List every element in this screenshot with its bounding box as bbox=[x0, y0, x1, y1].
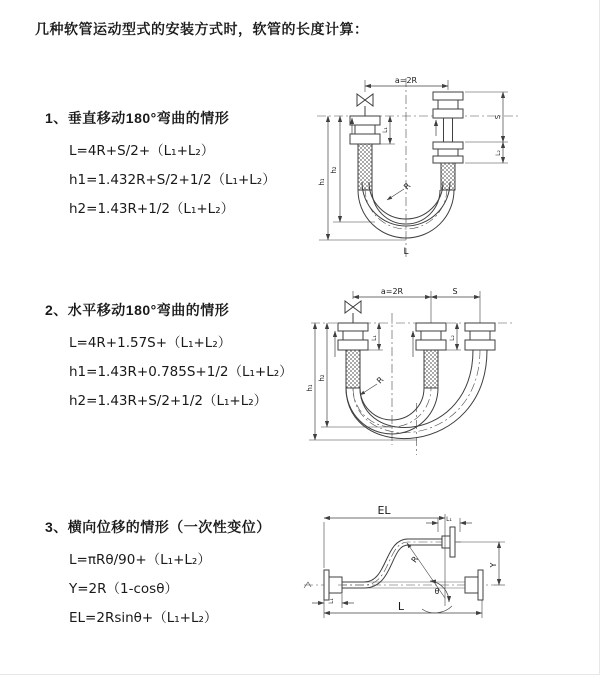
page-title: 几种软管运动型式的安装方式时，软管的长度计算： bbox=[35, 21, 369, 37]
dimension-l1-top bbox=[426, 516, 472, 532]
braided-hose-section bbox=[346, 350, 360, 388]
formula-line: EL=2Rsinθ+（L₁+L₂） bbox=[69, 610, 218, 626]
section-3-formulas bbox=[69, 546, 271, 633]
dim-label-h1: h₁ bbox=[306, 384, 314, 392]
dim-label-el: EL bbox=[377, 504, 391, 517]
dimension-a-2r-s bbox=[353, 287, 480, 323]
dim-label-a2r: a=2R bbox=[380, 287, 404, 296]
dimension-a-2r bbox=[365, 76, 448, 92]
dim-label-a2r: a=2R bbox=[394, 76, 418, 85]
dim-label-l1-bottom: L₁ bbox=[328, 598, 335, 604]
dim-label-s: S bbox=[452, 287, 458, 296]
section-2-formulas bbox=[69, 329, 293, 416]
right-fitting bbox=[465, 323, 495, 350]
dim-label-l2: L₂ bbox=[449, 335, 456, 341]
section-1 bbox=[45, 108, 276, 224]
diagram-horizontal-180-bend bbox=[303, 283, 600, 463]
valve-icon bbox=[345, 301, 361, 323]
formula-line: L=πRθ/90+（L₁+L₂） bbox=[69, 552, 211, 568]
centerlines bbox=[317, 78, 518, 258]
formula-line: h2=1.43R+1/2（L₁+L₂） bbox=[69, 201, 235, 217]
left-fitting bbox=[350, 116, 380, 190]
dim-label-h2: h₂ bbox=[330, 166, 338, 174]
dim-label-s: S bbox=[494, 114, 502, 120]
diagram-lateral-displacement bbox=[298, 498, 598, 660]
dim-label-l1: L₁ bbox=[382, 127, 389, 133]
dim-label-radius: R bbox=[375, 375, 386, 386]
section-2 bbox=[45, 300, 293, 416]
formula-line: L=4R+1.57S+（L₁+L₂） bbox=[69, 335, 232, 351]
angle-theta bbox=[422, 581, 452, 613]
formula-line: Y=2R（1-cosθ） bbox=[69, 581, 178, 597]
dimension-s-l2 bbox=[465, 92, 508, 163]
radius-leader bbox=[360, 375, 386, 395]
dim-label-h1: h₁ bbox=[318, 178, 326, 186]
diagram-vertical-180-bend bbox=[303, 70, 600, 267]
dim-label-l2: L₂ bbox=[495, 150, 502, 156]
formula-line: h1=1.43R+0.785S+1/2（L₁+L₂） bbox=[69, 364, 293, 380]
section-3 bbox=[45, 517, 271, 633]
section-3-heading: 3、横向位移的情形（一次性变位） bbox=[45, 519, 271, 535]
top-right-flange bbox=[442, 527, 455, 557]
dim-label-l1: L₁ bbox=[371, 335, 378, 341]
section-1-formulas bbox=[69, 137, 276, 224]
dim-label-radius: R bbox=[409, 554, 421, 565]
section-1-heading: 1、垂直移动180°弯曲的情形 bbox=[45, 110, 230, 126]
left-fitting bbox=[338, 323, 368, 388]
valve-icon bbox=[357, 94, 373, 116]
dim-label-theta: θ bbox=[434, 587, 440, 596]
dim-label-length: L bbox=[397, 600, 405, 613]
dim-label-l1-top: L₁ bbox=[446, 516, 452, 523]
dim-label-length: L bbox=[403, 247, 409, 257]
formula-line: h1=1.432R+S/2+1/2（L₁+L₂） bbox=[69, 172, 276, 188]
dim-label-h2: h₂ bbox=[318, 374, 326, 382]
formula-line: h2=1.43R+S/2+1/2（L₁+L₂） bbox=[69, 393, 268, 409]
braided-hose-section bbox=[358, 144, 372, 190]
braided-hose-section bbox=[424, 350, 438, 388]
right-fitting-positions bbox=[433, 92, 463, 190]
formula-line: L=4R+S/2+（L₁+L₂） bbox=[69, 143, 215, 159]
section-2-heading: 2、水平移动180°弯曲的情形 bbox=[45, 302, 230, 318]
dimension-l1-bottom bbox=[312, 594, 354, 608]
dim-label-radius: R bbox=[402, 181, 413, 192]
dim-label-y: Y bbox=[489, 562, 498, 568]
radius-leader bbox=[387, 181, 413, 200]
middle-fitting bbox=[416, 323, 446, 388]
